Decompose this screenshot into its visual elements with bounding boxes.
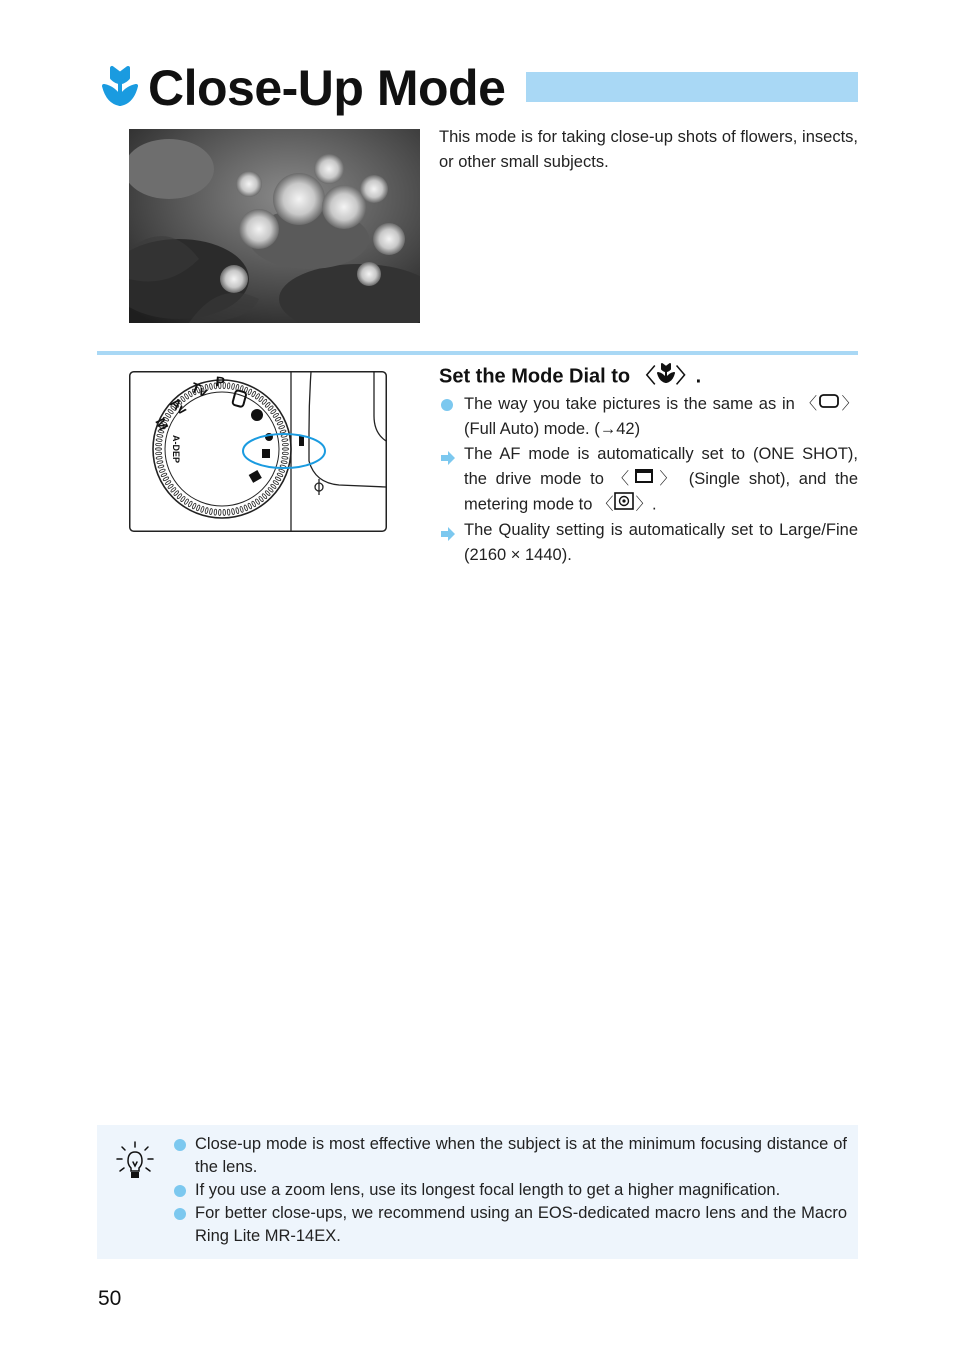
step-heading-text-end: 〉.	[675, 365, 702, 388]
page-number: 50	[98, 1287, 122, 1310]
flower-photo	[129, 129, 420, 323]
full-auto-icon	[818, 392, 840, 417]
step-heading	[439, 362, 701, 392]
list-item: The way you take pictures is the same as in 〈 〉 (Full Auto) mode. (→42)	[439, 392, 858, 442]
list-item: If you use a zoom lens, use its longest focal length to get a higher magnification.	[173, 1179, 847, 1202]
lightbulb-tip-icon	[114, 1140, 156, 1180]
tips-list	[173, 1133, 847, 1248]
evaluative-metering-icon	[613, 492, 635, 518]
step-list	[439, 392, 858, 568]
step-heading-text: Set the Mode Dial to 〈	[439, 365, 656, 388]
arrow-bullet-icon	[440, 524, 456, 538]
macro-flower-icon	[656, 362, 676, 392]
dial-label-adep: A-DEP	[171, 435, 181, 464]
bullet-dot-icon	[174, 1139, 186, 1151]
dial-label-av: Av	[166, 394, 191, 418]
title-accent-bar	[526, 72, 858, 102]
dial-label-m: M	[152, 415, 172, 433]
bullet-dot-icon	[441, 399, 453, 411]
section-divider	[97, 351, 858, 355]
list-item: The Quality setting is automatically set to Large/Fine (2160 × 1440).	[439, 518, 858, 568]
arrow-bullet-icon	[440, 448, 456, 462]
list-item: Close-up mode is most effective when the subject is at the minimum focusing distance of the lens.	[173, 1133, 847, 1179]
macro-flower-icon	[100, 64, 140, 108]
intro-paragraph: This mode is for taking close-up shots of flowers, insects, or other small subjects.	[439, 128, 858, 171]
list-item: For better close-ups, we recommend using an EOS-dedicated macro lens and the Macro Ring Lite MR-14EX.	[173, 1202, 847, 1248]
dial-label-p: P	[214, 373, 226, 390]
bullet-dot-icon	[174, 1185, 186, 1197]
single-shot-icon	[633, 467, 655, 492]
mode-dial-illustration	[129, 371, 387, 532]
dial-label-tv: Tv	[188, 378, 211, 400]
bullet-dot-icon	[174, 1208, 186, 1220]
page-title: Close-Up Mode	[148, 60, 506, 116]
list-item: The AF mode is automatically set to (ONE SHOT), the drive mode to 〈 〉 (Single shot), and the metering mode to 〈 〉.	[439, 442, 858, 518]
